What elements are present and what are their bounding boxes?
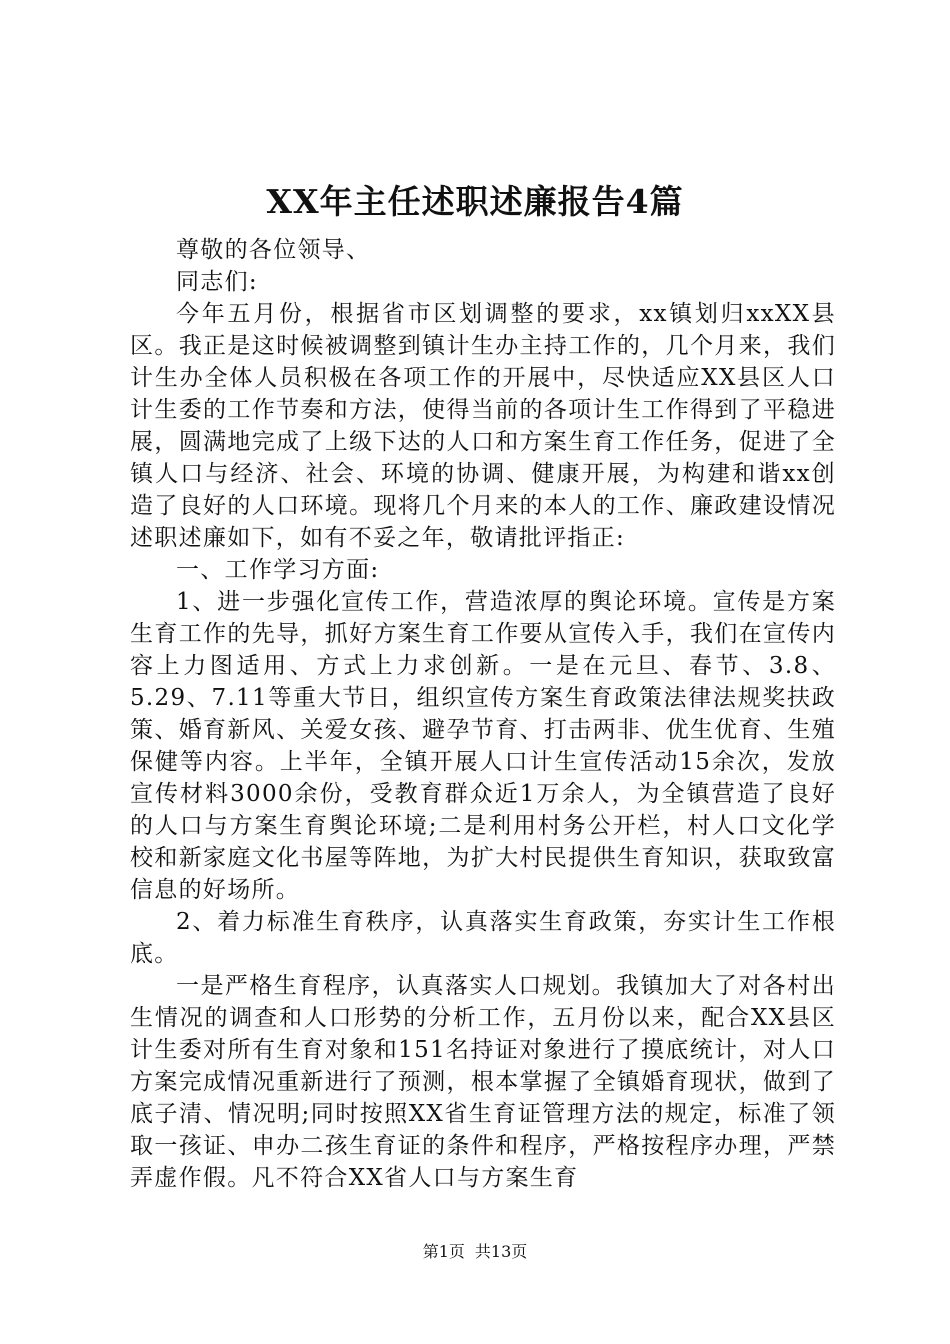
page-total: 共13页 (474, 1242, 528, 1261)
salutation-line-2: 同志们: (176, 269, 258, 295)
section-heading-work-study: 一、工作学习方面: (176, 557, 380, 583)
page-footer (0, 1240, 950, 1264)
salutation-line-1: 尊敬的各位领导、 (176, 237, 371, 263)
document-title: XX年主任述职述廉报告4篇 (266, 182, 684, 221)
paragraph-birth-procedure: 一是严格生育程序，认真落实人口规划。我镇加大了对各村出生情况的调查和人口形势的分析工作，五月份以来，配合XX县区计生委对所有生育对象和151名持证对象进行了摸底统计，对人口方案完成情况重新进行了预测，根本掌握了全镇婚育现状，做到了底子清、情况明;同时按照XX省生育证管理方法的规定，标准了领取一孩证、申办二孩生育证的条件和程序，严格按程序办理，严禁弄虚作假。凡不符合XX省人口与方案生育 (130, 973, 836, 1191)
paragraph-publicity: 1、进一步强化宣传工作，营造浓厚的舆论环境。宣传是方案生育工作的先导，抓好方案生育工作要从宣传入手，我们在宣传内容上力图适用、方式上力求创新。一是在元旦、春节、3.8、5.29、7.11等重大节日，组织宣传方案生育政策法律法规奖扶政策、婚育新风、关爱女孩、避孕节育、打击两非、优生优育、生殖保健等内容。上半年，全镇开展人口计生宣传活动15余次，发放宣传材料3000余份，受教育群众近1万余人，为全镇营造了良好的人口与方案生育舆论环境;二是利用村务公开栏，村人口文化学校和新家庭文化书屋等阵地，为扩大村民提供生育知识，获取致富信息的好场所。 (130, 589, 836, 903)
paragraph-birth-order: 2、着力标准生育秩序，认真落实生育政策，夯实计生工作根底。 (130, 909, 836, 967)
intro-paragraph: 今年五月份，根据省市区划调整的要求，xx镇划归xxXX县区。我正是这时候被调整到镇计生办主持工作的，几个月来，我们计生办全体人员积极在各项工作的开展中，尽快适应XX县区人口计生委的工作节奏和方法，使得当前的各项计生工作得到了平稳进展，圆满地完成了上级下达的人口和方案生育工作任务，促进了全镇人口与经济、社会、环境的协调、健康开展，为构建和谐xx创造了良好的人口环境。现将几个月来的本人的工作、廉政建设情况述职述廉如下，如有不妥之年，敬请批评指正: (130, 301, 836, 551)
document-body (130, 234, 836, 1194)
page-number: 第1页 (422, 1242, 465, 1261)
